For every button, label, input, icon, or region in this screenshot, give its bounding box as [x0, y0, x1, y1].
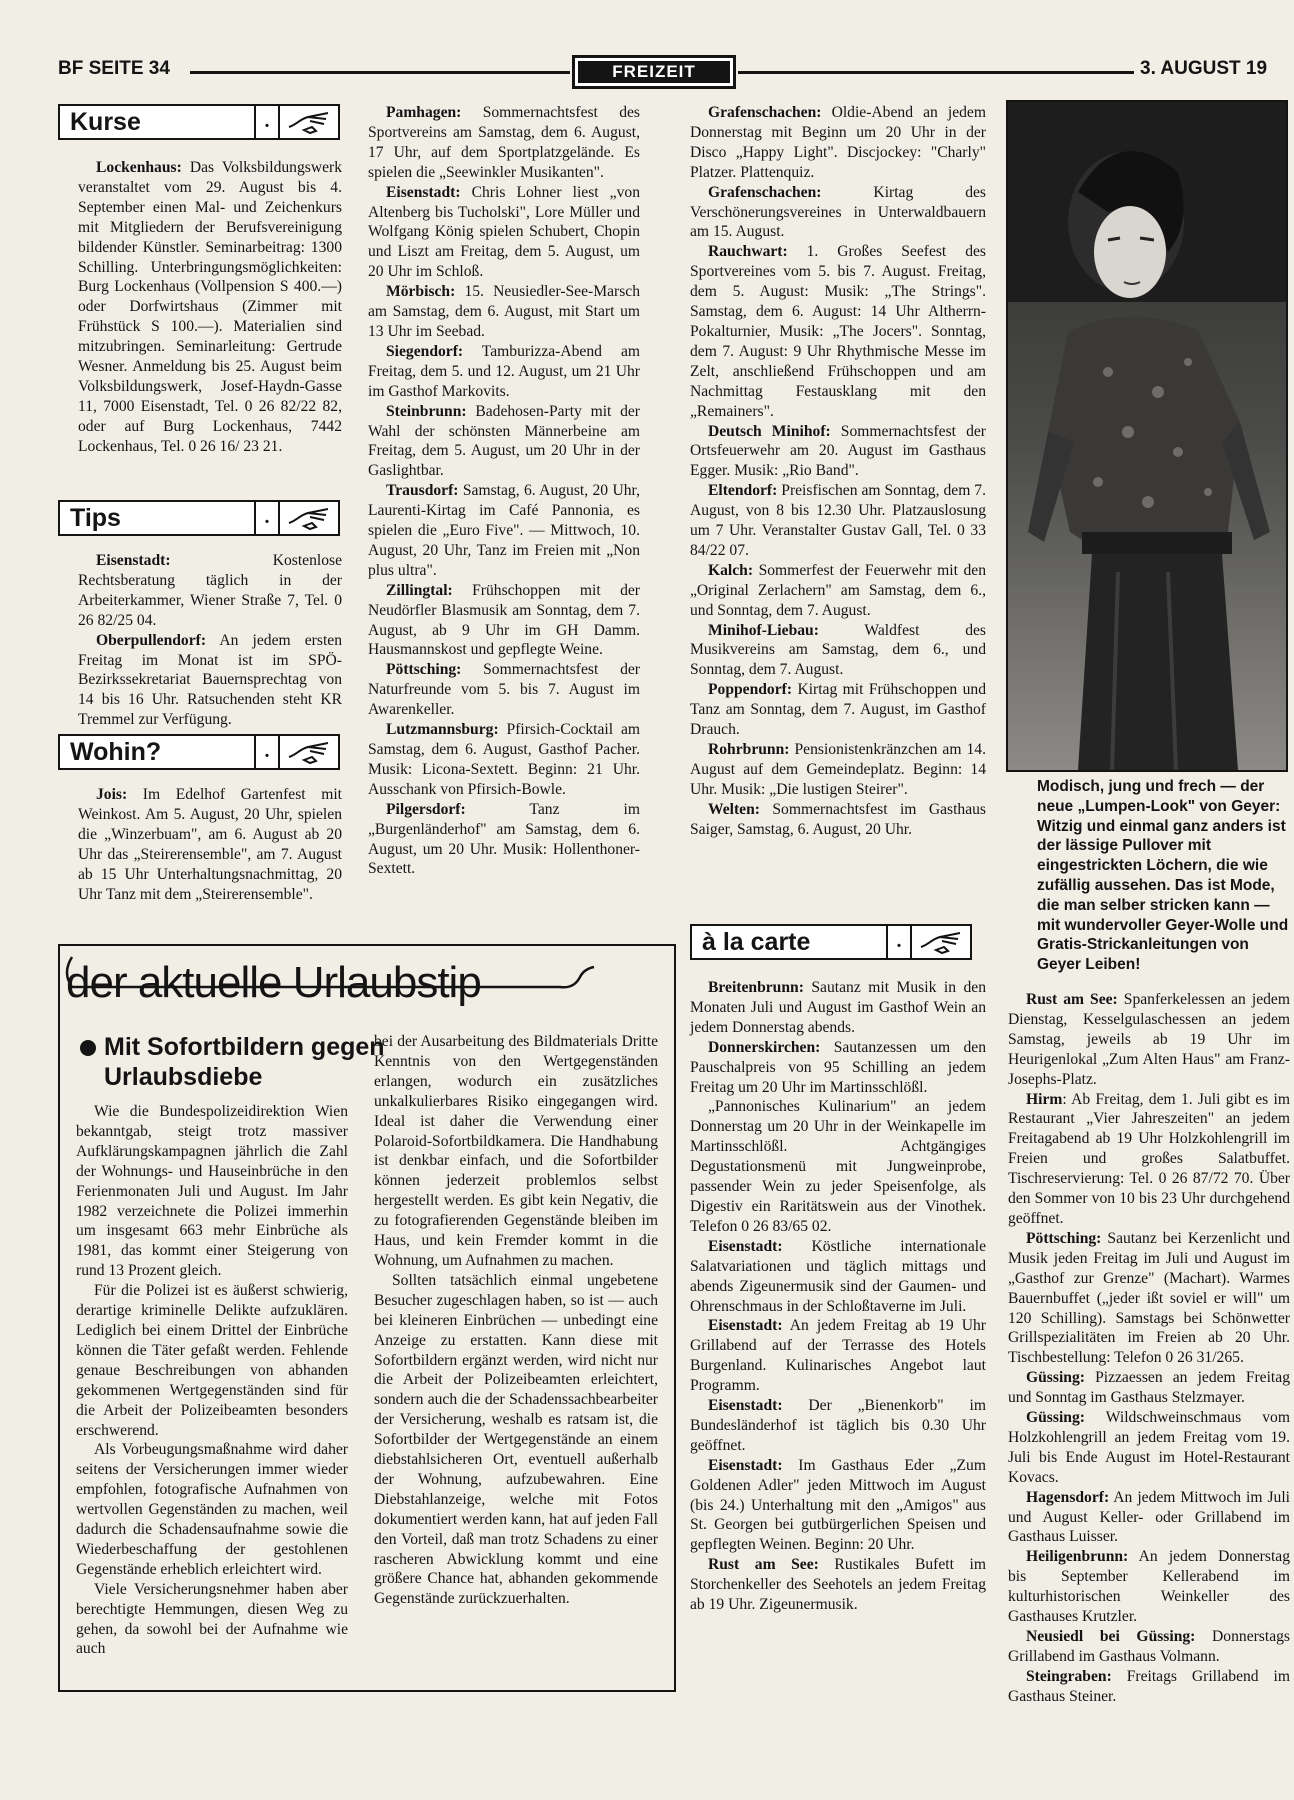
event-text: An jedem Freitag ab 19 Uhr Grillabend auf der Terrasse des Hotels Burgenland. Kulinarisches Angebot laut Programm.: [690, 1317, 986, 1395]
event-place: Mörbisch:: [386, 283, 456, 301]
event-entry: [368, 402, 640, 482]
event-place: Eisenstadt:: [386, 183, 461, 201]
event-entry: [78, 551, 342, 631]
event-entry: [1008, 1667, 1290, 1707]
event-entry: [1008, 1547, 1290, 1627]
event-place: Eisenstadt:: [96, 552, 171, 569]
event-text: : Ab Freitag, dem 1. Juli gibt es im Restaurant „Vier Jahreszeiten" an jedem Freitagabend ab 19 Uhr Holzkohlengrill im Freien und großes Salatbuffet. Tischreservierung: Tel. 0 26 87/72 70. Über den Sommer von 10 bis 23 Uhr durchgehend geöffnet.: [1008, 1090, 1290, 1227]
event-entry: [368, 581, 640, 661]
event-text: Sautanzessen um den Pauschalpreis von 95 Schilling an jedem Freitag um 20 Uhr im Martinsschlößl.: [690, 1038, 986, 1096]
event-text: Oldie-Abend an jedem Donnerstag mit Beginn um 20 Uhr in der Disco „Happy Light". Discjockey: "Charly" Platzer. Plattenquiz.: [690, 104, 986, 181]
event-entry: [690, 1396, 986, 1456]
event-entry: [690, 978, 986, 1038]
event-entry: [368, 183, 640, 283]
dot-icon: .: [254, 502, 278, 534]
event-place: Güssing:: [1026, 1369, 1085, 1387]
event-place: Lockenhaus:: [96, 159, 182, 176]
event-text: Frühschoppen mit der Neudörfler Blasmusik am Sonntag, dem 7. August, ab 9 Uhr im GH Damm. Hausmannskost und gepflegte Weine.: [368, 581, 640, 659]
event-entry: [690, 103, 986, 183]
event-text: Rustikales Bufett im Storchenkeller des Seehotels an jedem Freitag ab 19 Uhr. Zigeunermusik.: [690, 1556, 986, 1614]
event-entry: [690, 1555, 986, 1615]
article-paragraph: Als Vorbeugungsmaßnahme wird daher seitens der Versicherungen immer wieder empfohlen, fotografische Aufnahmen von wertvollen Gegenständen zu machen, weil dadurch die Schadensaufnahme sowie die Wiederbeschaffung der gestohlenen Gegenstände erheblich erleichtert wird.: [76, 1441, 348, 1578]
article-paragraph: Für die Polizei ist es äußerst schwierig, derartige kriminelle Delikte aufzuklären. Lediglich bei einem Drittel der Einbrüche können die Täter gefaßt werden. Fehlende genaue Beschreibungen von abhanden gekommenen Wertgegenständen sind für die Arbeit der Polizeibeamten besonders erschwerend.: [76, 1282, 348, 1439]
column-alacarte-1: [690, 978, 986, 1615]
event-place: Hagensdorf:: [1026, 1488, 1110, 1506]
section-title: Tips: [70, 504, 121, 532]
event-place: Lutzmannsburg:: [386, 721, 499, 739]
section-title: à la carte: [702, 928, 811, 956]
event-entry: [690, 621, 986, 681]
event-text: Sommerfest der Feuerwehr mit den „Original Zerlachern" am Samstag, dem 6., und Sonntag, dem 7. August.: [690, 561, 986, 619]
section-banner-label: FREIZEIT: [578, 61, 730, 83]
event-text: „Pannonisches Kulinarium" an jedem Donnerstag um 20 Uhr in der Weinkapelle im Martinsschlößl. Achtgängiges Degustationsmenü mit Jungweinprobe, passender Wein zu jeder Speisenfolge, als Digestiv ein Raritätswein aus der Vinothek. Telefon 0 26 83/65 02.: [690, 1098, 986, 1235]
column-kurse: [78, 158, 342, 457]
event-entry: [78, 631, 342, 731]
event-place: Eisenstadt:: [708, 1397, 783, 1415]
event-place: Poppendorf:: [708, 681, 793, 699]
event-place: Rohrbrunn:: [708, 741, 790, 758]
pointing-hand-icon: [278, 502, 338, 534]
event-place: Siegendorf:: [386, 342, 464, 360]
event-text: Sommernachtsfest der Ortsfeuerwehr am 20. August im Gasthaus Egger. Musik: „Rio Band".: [690, 422, 986, 480]
section-box-wohin: [58, 734, 340, 770]
model-image: [1008, 102, 1286, 770]
article-paragraph: Wie die Bundespolizeidirektion Wien bekanntgab, steigt trotz massiver Aufklärungskampagnen jährlich die Zahl der Wohnungs- und Hauseinbrüche in den Ferienmonaten Juli und August. Im Jahr 1982 verzeichnete die Polizei immerhin um insgesamt 663 mehr Einbrüche als 1981, das kommt einer Steigerung von rund 13 Prozent gleich.: [76, 1103, 348, 1280]
event-entry: [78, 785, 342, 904]
event-entry: [368, 342, 640, 402]
event-text: Pensionistenkränzchen am 14. August auf dem Gemeindeplatz. Beginn: 14 Uhr. Musik: „Die lustigen Steirer".: [690, 741, 986, 798]
column-alacarte-2: [1008, 990, 1290, 1707]
event-text: Das Volksbildungswerk veranstaltet vom 29. August bis 4. September einen Mal- und Zeichenkurs mit Mitgliedern der Berufsvereinigung bildender Künstler. Seminarbeitrag: 1300 Schilling. Unterbringungsmöglichkeiten: Burg Lockenhaus (Vollpension S 400.—) oder Dorfwirtshaus (Zimmer mit Frühstück S 100.—). Materialien sind mitzubringen. Seminarleitung: Gertrude Wesner. Anmeldung bis 25. August beim Volksbildungswerk, Josef-Haydn-Gasse 11, 7000 Eisenstadt, Tel. 0 26 82/22 82, oder auf Burg Lockenhaus, 7442 Lockenhaus, Tel. 0 26 16/ 23 21.: [78, 159, 342, 455]
event-place: Güssing:: [1026, 1409, 1085, 1427]
column-tips: [78, 551, 342, 730]
event-place: Rust am See:: [708, 1556, 819, 1574]
event-text: Sommernachtsfest des Sportvereins am Samstag, dem 6. August, 17 Uhr, auf dem Sportplatzgelände. Es spielen die „Seewinkler Musikanten".: [368, 104, 640, 181]
pointing-hand-icon: [910, 926, 970, 958]
event-place: Hirm: [1026, 1090, 1063, 1108]
event-text: 1. Großes Seefest des Sportvereines vom 5. bis 7. August. Freitag, dem 5. August: Musik: „The Strings". Samstag, dem 6. August: 14 Uhr Altherrn-Pokalturnier, Musik: „The Jocers". Sonntag, dem 7. August: 9 Uhr Rhythmische Messe im Zelt, anschließend Frühschoppen und am Nachmittag Festausklang mit den „Remainers".: [690, 243, 986, 420]
event-entry: [1008, 1627, 1290, 1667]
event-entry: [690, 800, 986, 840]
event-entry: [1008, 1368, 1290, 1408]
event-place: Breitenbrunn:: [708, 979, 804, 996]
event-entry: [1008, 1090, 1290, 1229]
event-place: Eltendorf:: [708, 482, 778, 500]
event-text: Köstliche internationale Salatvariationen und täglich mittags und abends Zigeunermusik sind der Gaumen- und Ohrenschmaus in der Schloßtaverne im Juli.: [690, 1237, 986, 1315]
event-text: Im Edelhof Gartenfest mit Weinkost. Am 5. August, 20 Uhr, spielen die „Winzerbuam", am 6. August ab 20 Uhr das „Steirerensemble", am 7. August ab 15 Uhr Unterhaltungsnachmittag, 20 Uhr Tanz mit dem „Steirerensemble".: [78, 786, 342, 903]
page-number: BF SEITE 34: [58, 58, 170, 79]
event-text: Tamburizza-Abend am Freitag, dem 5. und 12. August, um 21 Uhr im Gasthof Markovits.: [368, 342, 640, 400]
event-entry: [1008, 1488, 1290, 1548]
event-entry: [368, 660, 640, 720]
section-box-kurse: [58, 104, 340, 140]
event-place: Eisenstadt:: [708, 1317, 783, 1335]
bullet-icon: [80, 1040, 96, 1056]
event-text: Spanferkelessen an jedem Dienstag, Kesselgulaschessen an jedem Samstag, jeweils ab 19 Uhr im Heurigenlokal „Zum Alten Haus" am Franz-Josephs-Platz.: [1008, 991, 1290, 1088]
article-paragraph: bei der Ausarbeitung des Bildmaterials Dritte Kenntnis von den Wertgegenständen erlangen, wodurch ein zusätzliches unkalkulierbares Risiko eingegangen wird. Ideal ist daher die Verwendung einer Polaroid-Sofortbildkamera. Die Handhabung ist denkbar einfach, und die Sofortbilder können jederzeit problemlos selbst hergestellt werden. Es gibt kein Negativ, die zu fotografierenden Gegenstände bleiben im Haus, und kein Fremder kommt in die Wohnung, um Aufnahmen zu machen.: [374, 1033, 658, 1269]
event-place: Eisenstadt:: [708, 1237, 783, 1255]
event-place: Minihof-Liebau:: [708, 621, 819, 639]
event-place: Grafenschachen:: [708, 183, 822, 201]
header-rule-left: [190, 71, 570, 74]
event-entry: [1008, 1229, 1290, 1368]
event-entry: [690, 561, 986, 621]
article-title: Mit Sofortbildern gegen Urlaubsdiebe: [104, 1033, 385, 1091]
event-text: An jedem ersten Freitag im Monat ist im SPÖ-Bezirkssekretariat Bauernsprechtag von 14 bis 16 Uhr. Ratsuchenden steht KR Tremmel zur Verfügung.: [78, 631, 342, 729]
event-text: Sautanz bei Kerzenlicht und Musik jeden Freitag im Juli und August im „Gasthof zur Grenze" (Machart). Warmes Bauernbuffet („jeder ißt soviel er will" um 120 Schilling). Samstags bei Schönwetter Grillspezialitäten im Freien ab 20 Uhr. Tischbestellung: Telefon 0 26 31/265.: [1008, 1229, 1290, 1367]
dot-icon: .: [254, 736, 278, 768]
event-text: Kirtag mit Frühschoppen und Tanz am Sonntag, dem 7. August, im Gasthof Drauch.: [690, 681, 986, 739]
event-place: Steinbrunn:: [386, 402, 467, 420]
event-place: Pöttsching:: [1026, 1229, 1102, 1247]
event-place: Rust am See:: [1026, 991, 1118, 1008]
section-box-tips: [58, 500, 340, 536]
header-rule-right: [738, 71, 1134, 74]
event-text: Im Gasthaus Eder „Zum Goldenen Adler" jeden Mittwoch im August (bis 24.) Unterhaltung mit den „Amigos" aus St. Georgen bei gutbürgerlichen Speisen und gepflegten Weinen. Beginn: 20 Uhr.: [690, 1456, 986, 1554]
pointing-hand-icon: [278, 736, 338, 768]
event-place: Kalch:: [708, 561, 754, 579]
event-place: Jois:: [96, 786, 128, 803]
event-text: Donnerstags Grillabend im Gasthaus Volmann.: [1008, 1628, 1290, 1665]
event-place: Pamhagen:: [386, 104, 462, 121]
event-entry: [690, 1097, 986, 1236]
event-text: Freitags Grillabend im Gasthaus Steiner.: [1008, 1667, 1290, 1705]
photo-caption: Modisch, jung und frech — der neue „Lumpen-Look" von Geyer: Witzig und einmal ganz anders ist der lässige Pullover mit eingestrickten Löchern, die wie zufällig aussehen. Das ist Mode, die man selber stricken kann — mit wundervoller Geyer-Wolle und Gratis-Strickanleitungen von Geyer Leiben!: [1037, 778, 1289, 974]
event-place: Pilgersdorf:: [386, 800, 466, 818]
event-entry: [78, 158, 342, 457]
event-entry: [690, 1237, 986, 1317]
event-entry: [690, 1316, 986, 1396]
column-wohin: [78, 785, 342, 904]
event-entry: [690, 1038, 986, 1098]
event-place: Oberpullendorf:: [96, 631, 207, 649]
fashion-photo: [1006, 100, 1288, 772]
event-entry: [690, 242, 986, 421]
issue-date: 3. AUGUST 19: [1140, 58, 1268, 79]
event-text: Wildschweinschmaus vom Holzkohlengrill an jedem Freitag vom 19. Juli bis Ende August im Hotel-Restaurant Kovacs.: [1008, 1409, 1290, 1486]
event-place: Rauchwart:: [708, 243, 788, 261]
event-place: Donnerskirchen:: [708, 1038, 821, 1056]
event-text: Sommernachtsfest der Naturfreunde vom 5. bis 7. August im Awarenkeller.: [368, 661, 640, 719]
dot-icon: .: [886, 926, 910, 958]
section-box-alacarte: [690, 924, 972, 960]
dot-icon: .: [254, 106, 278, 138]
event-text: Sautanz mit Musik in den Monaten Juli und August im Gasthof Wein an jedem Donnerstag abends.: [690, 979, 986, 1036]
event-text: Sommernachtsfest im Gasthaus Saiger, Samstag, 6. August, 20 Uhr.: [690, 800, 986, 838]
section-title: Wohin?: [70, 738, 162, 766]
column-events-3: [690, 103, 986, 840]
event-entry: [690, 481, 986, 561]
event-text: Badehosen-Party mit der Wahl der schönsten Männerbeine am Freitag, dem 5. August, um 20 Uhr in der Gaslightbar.: [368, 402, 640, 480]
pointing-hand-icon: [278, 106, 338, 138]
event-place: Trausdorf:: [386, 482, 459, 500]
event-place: Deutsch Minihof:: [708, 422, 831, 440]
section-banner: [572, 55, 736, 89]
event-text: Pfirsich-Cocktail am Samstag, dem 6. August, Gasthof Pacher. Musik: Licona-Sextett. Beginn: 21 Uhr. Ausschank von Pfirsich-Bowle.: [368, 721, 640, 798]
event-entry: [368, 720, 640, 800]
event-entry: [690, 740, 986, 800]
event-place: Neusiedl bei Güssing:: [1026, 1628, 1196, 1645]
event-place: Steingraben:: [1026, 1667, 1112, 1685]
article-column-b: [374, 1032, 658, 1609]
event-entry: [690, 183, 986, 243]
column-events-2: [368, 103, 640, 879]
event-place: Zillingtal:: [386, 581, 453, 599]
event-text: Pizzaessen an jedem Freitag und Sonntag im Gasthaus Stelzmayer.: [1008, 1369, 1290, 1407]
event-entry: [690, 1456, 986, 1556]
event-text: Chris Lohner liest „von Altenberg bis Tucholski", Lore Müller und Wolfgang König spielen Schubert, Chopin und Liszt am Freitag, dem 5. August, um 20 Uhr im Schloß.: [368, 183, 640, 281]
article-column-a: [76, 1102, 348, 1659]
event-text: 15. Neusiedler-See-Marsch am Samstag, dem 6. August, mit Start um 13 Uhr im Seebad.: [368, 283, 640, 340]
event-place: Grafenschachen:: [708, 104, 822, 121]
event-entry: [368, 103, 640, 183]
section-title: Kurse: [70, 108, 141, 136]
event-text: Kirtag des Verschönerungsvereines in Unterwaldbauern am 15. August.: [690, 183, 986, 241]
urlaubstip-heading: der aktuelle Urlaubstip: [66, 958, 481, 1007]
event-entry: [1008, 990, 1290, 1090]
event-entry: [1008, 1408, 1290, 1488]
article-paragraph: Sollten tatsächlich einmal ungebetene Besucher zugeschlagen haben, so ist — auch bei kleineren Einbrüchen — unbedingt eine Anzeige zu erstatten. Kann diese mit Sofortbildern ergänzt werden, wird nicht nur die Arbeit der Polizeibeamten erleichtert, sondern auch die der Schadenssachbearbeiter der Versicherung, weshalb es ratsam ist, die Sofortbilder der Wertgegenstände an einem diebstahlsicheren Ort, eventuell außerhalb der Wohnung, aufzubewahren. Eine Diebstahlanzeige, welche mit Fotos dokumentiert werden kann, hat auf jeden Fall den Vorteil, daß man trotz Schadens zu einer rascheren Abwicklung kommt und eine größere Chance hat, abhanden gekommende Gegenstände zurückzuerhalten.: [374, 1271, 658, 1608]
event-place: Pöttsching:: [386, 661, 462, 679]
event-text: Waldfest des Musikvereins am Samstag, dem 6., und Sonntag, dem 7. August.: [690, 621, 986, 679]
event-text: Tanz im „Burgenländerhof" am Samstag, dem 6. August, um 20 Uhr. Musik: Hollenthoner-Sextett.: [368, 800, 640, 878]
event-text: An jedem Donnerstag bis September Kellerabend im kulturhistorischen Weinkeller des Gasthauses Krutzler.: [1008, 1548, 1290, 1626]
event-entry: [690, 422, 986, 482]
article-paragraph: Viele Versicherungsnehmer haben aber berechtigte Hemmungen, diesen Weg zu gehen, da sowohl bei der Aufnahme wie auch: [76, 1580, 348, 1658]
event-entry: [368, 481, 640, 581]
event-entry: [368, 800, 640, 880]
event-entry: [368, 282, 640, 342]
event-entry: [690, 680, 986, 740]
event-text: Samstag, 6. August, 20 Uhr, Laurenti-Kirtag im Café Pannonia, es spielen die „Euro Five". — Mittwoch, 10. August, 20 Uhr, Tanz im Freien mit „Non plus ultra".: [368, 482, 640, 579]
event-place: Eisenstadt:: [708, 1456, 783, 1474]
event-place: Heiligenbrunn:: [1026, 1548, 1129, 1566]
event-place: Welten:: [708, 800, 760, 818]
event-text: An jedem Mittwoch im Juli und August Keller- oder Grillabend im Gasthaus Luisser.: [1008, 1488, 1290, 1546]
event-text: Kostenlose Rechtsberatung täglich in der Arbeiterkammer, Wiener Straße 7, Tel. 0 26 82/25 04.: [78, 552, 342, 629]
event-text: Der „Bienenkorb" im Bundesländerhof ist täglich bis 0.30 Uhr geöffnet.: [690, 1397, 986, 1454]
event-text: Preisfischen am Sonntag, dem 7. August, von 8 bis 12.30 Uhr. Platzauslosung um 7 Uhr. Veranstalter Gustav Gall, Tel. 0 33 84/22 07.: [690, 482, 986, 559]
